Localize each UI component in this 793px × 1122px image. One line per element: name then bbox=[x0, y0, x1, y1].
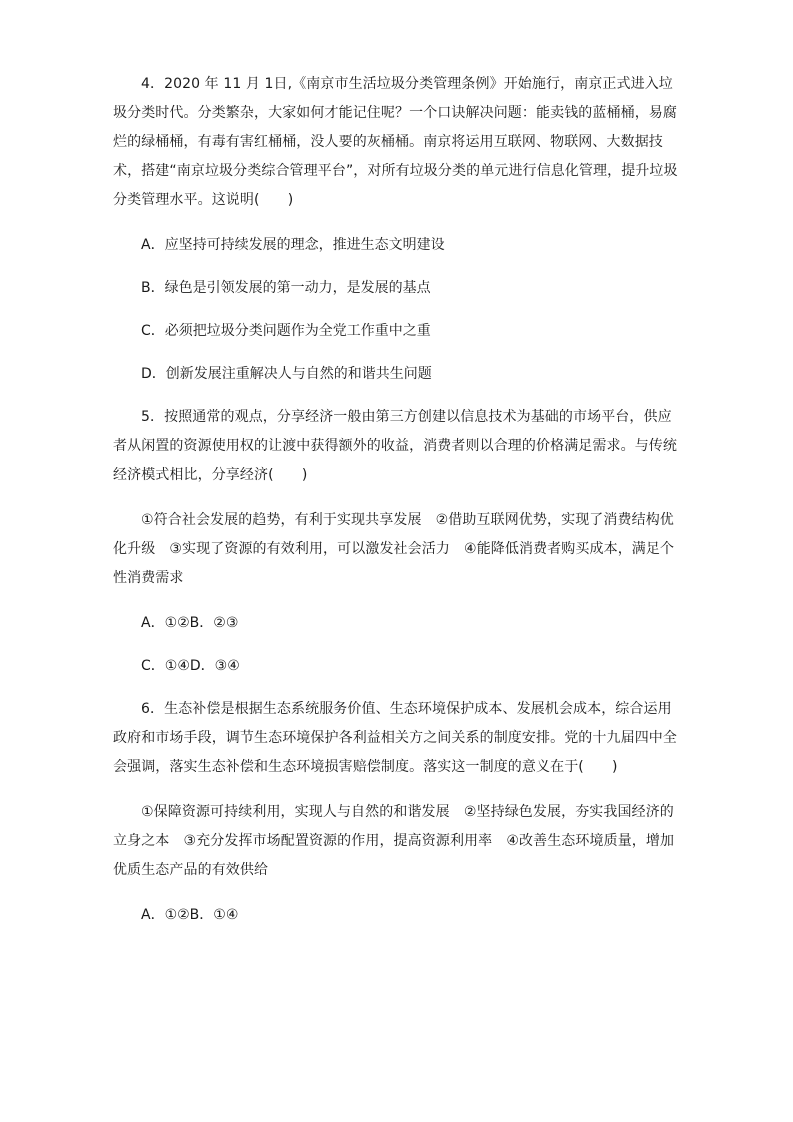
option-a: A．应坚持可持续发展的理念，推进生态文明建设 bbox=[141, 237, 445, 253]
option-b: B．绿色是引领发展的第一动力，是发展的基点 bbox=[141, 280, 431, 296]
document-content bbox=[113, 70, 681, 944]
question-4 bbox=[113, 70, 681, 389]
option-c: C．必须把垃圾分类问题作为全党工作重中之重 bbox=[141, 323, 431, 339]
question-statements: ①符合社会发展的趋势，有利于实现共享发展 ②借助互联网优势，实现了消费结构优化升级 ③实现了资源的有效利用，可以激发社会活力 ④能降低消费者购买成本，满足个性消费需求 bbox=[113, 512, 675, 586]
question-stem: 6．生态补偿是根据生态系统服务价值、生态环境保护成本、发展机会成本，综合运用政府和市场手段，调节生态环境保护各利益相关方之间关系的制度安排。党的十九届四中全会强调，落实生态补偿和生态环境损害赔偿制度。落实这一制度的意义在于( ) bbox=[113, 701, 677, 775]
question-6 bbox=[113, 695, 681, 930]
option-ab: A．①②B．①④ bbox=[141, 907, 239, 923]
question-statements: ①保障资源可持续利用，实现人与自然的和谐发展 ②坚持绿色发展，夯实我国经济的立身之本 ③充分发挥市场配置资源的作用，提高资源利用率 ④改善生态环境质量，增加优质生态产品的有效供给 bbox=[113, 804, 675, 878]
question-stem: 5．按照通常的观点，分享经济一般由第三方创建以信息技术为基础的市场平台，供应者从闲置的资源使用权的让渡中获得额外的收益，消费者则以合理的价格满足需求。与传统经济模式相比，分享经济( ) bbox=[113, 409, 677, 483]
option-cd: C．①④D．③④ bbox=[141, 658, 240, 674]
option-d: D．创新发展注重解决人与自然的和谐共生问题 bbox=[141, 366, 432, 382]
question-5 bbox=[113, 403, 681, 681]
question-stem: 4．2020 年 11 月 1日,《南京市生活垃圾分类管理条例》开始施行，南京正式进入垃圾分类时代。分类繁杂，大家如何才能记住呢？一个口诀解决问题：能卖钱的蓝桶桶，易腐烂的绿桶桶，有毒有害红桶桶，没人要的灰桶桶。南京将运用互联网、物联网、大数据技术，搭建“南京垃圾分类综合管理平台”，对所有垃圾分类的单元进行信息化管理，提升垃圾分类管理水平。这说明( ) bbox=[113, 76, 678, 208]
option-ab: A．①②B．②③ bbox=[141, 615, 239, 631]
